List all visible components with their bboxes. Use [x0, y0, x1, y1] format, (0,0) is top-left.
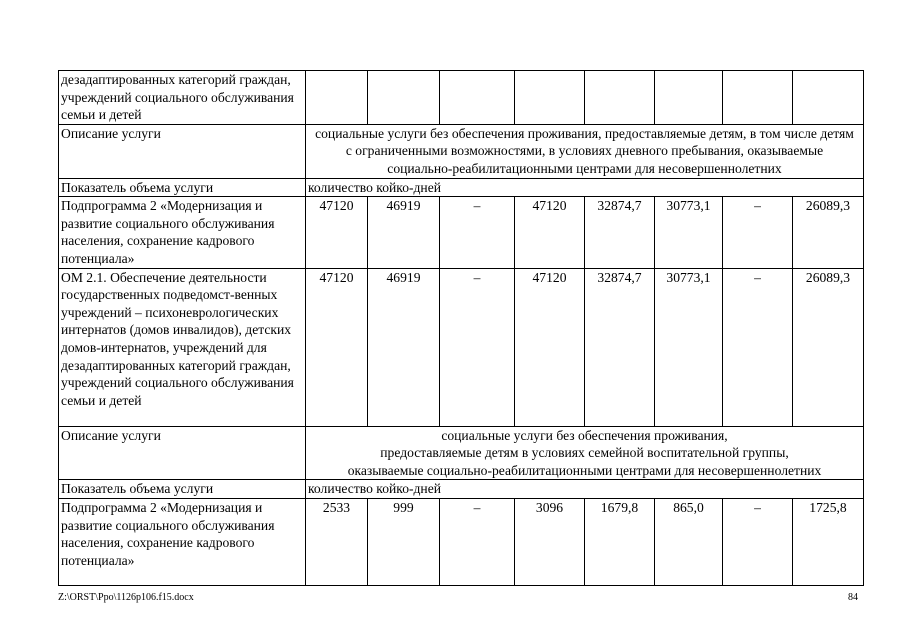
value-cell: 30773,1 [655, 197, 723, 268]
table-row [59, 197, 864, 268]
row-label: Показатель объема услуги [59, 480, 306, 499]
value-cell: 32874,7 [585, 268, 655, 426]
page-number: 84 [848, 592, 858, 603]
description-line: предоставляемые детям в условиях семейной воспитательной группы, [380, 445, 789, 461]
volume-indicator: количество койко-дней [306, 178, 864, 197]
value-cell: – [723, 268, 793, 426]
value-cell: 26089,3 [793, 197, 864, 268]
row-label: Подпрограмма 2 «Модернизация и развитие социального обслуживания населения, сохранение кадрового потенциала» [59, 197, 306, 268]
value-cell: 2533 [306, 498, 368, 585]
table-row [59, 71, 864, 125]
table-row [59, 480, 864, 499]
value-cell: 30773,1 [655, 268, 723, 426]
value-cell: 47120 [306, 197, 368, 268]
value-cell: – [440, 268, 515, 426]
value-cell: 46919 [368, 268, 440, 426]
value-cell: 32874,7 [585, 197, 655, 268]
table-row [59, 268, 864, 426]
value-cell: 999 [368, 498, 440, 585]
value-cell: 47120 [515, 268, 585, 426]
row-label: Показатель объема услуги [59, 178, 306, 197]
value-cell: 1725,8 [793, 498, 864, 585]
footer-file-path: Z:\ORST\Ppo\1126p106.f15.docx [58, 592, 194, 603]
empty-cell [793, 71, 864, 125]
table-row [59, 124, 864, 178]
empty-cell [368, 71, 440, 125]
volume-indicator: количество койко-дней [306, 480, 864, 499]
value-cell: 47120 [515, 197, 585, 268]
row-label: дезадаптированных категорий граждан, учреждений социального обслуживания семьи и детей [59, 71, 306, 125]
empty-cell [515, 71, 585, 125]
value-cell: – [440, 197, 515, 268]
table-row [59, 498, 864, 585]
empty-cell [723, 71, 793, 125]
table-row [59, 178, 864, 197]
row-label: Описание услуги [59, 124, 306, 178]
value-cell: 1679,8 [585, 498, 655, 585]
services-table [58, 70, 864, 586]
value-cell: 26089,3 [793, 268, 864, 426]
value-cell: – [723, 197, 793, 268]
row-label: ОМ 2.1. Обеспечение деятельности государственных подведомст-венных учреждений – психоневрологических интернатов (домов инвалидов), детских домов-интернатов, учреждений для дезадаптированных категорий граждан, учреждений социального обслуживания семьи и детей [59, 268, 306, 426]
row-label: Описание услуги [59, 426, 306, 480]
value-cell: – [723, 498, 793, 585]
value-cell: 46919 [368, 197, 440, 268]
service-description [306, 426, 864, 480]
empty-cell [585, 71, 655, 125]
table-row [59, 426, 864, 480]
row-label: Подпрограмма 2 «Модернизация и развитие социального обслуживания населения, сохранение кадрового потенциала» [59, 498, 306, 585]
empty-cell [655, 71, 723, 125]
value-cell: 47120 [306, 268, 368, 426]
value-cell: – [440, 498, 515, 585]
empty-cell [306, 71, 368, 125]
description-line: социальные услуги без обеспечения проживания, [441, 427, 728, 443]
value-cell: 3096 [515, 498, 585, 585]
service-description: социальные услуги без обеспечения проживания, предоставляемые детям, в том числе детям с ограниченными возможностями, в условиях дневного пребывания, оказываемые социально-реабилитационными центрами для несовершеннолетних [306, 124, 864, 178]
empty-cell [440, 71, 515, 125]
value-cell: 865,0 [655, 498, 723, 585]
description-line: оказываемые социально-реабилитационными центрами для несовершеннолетних [347, 462, 822, 478]
